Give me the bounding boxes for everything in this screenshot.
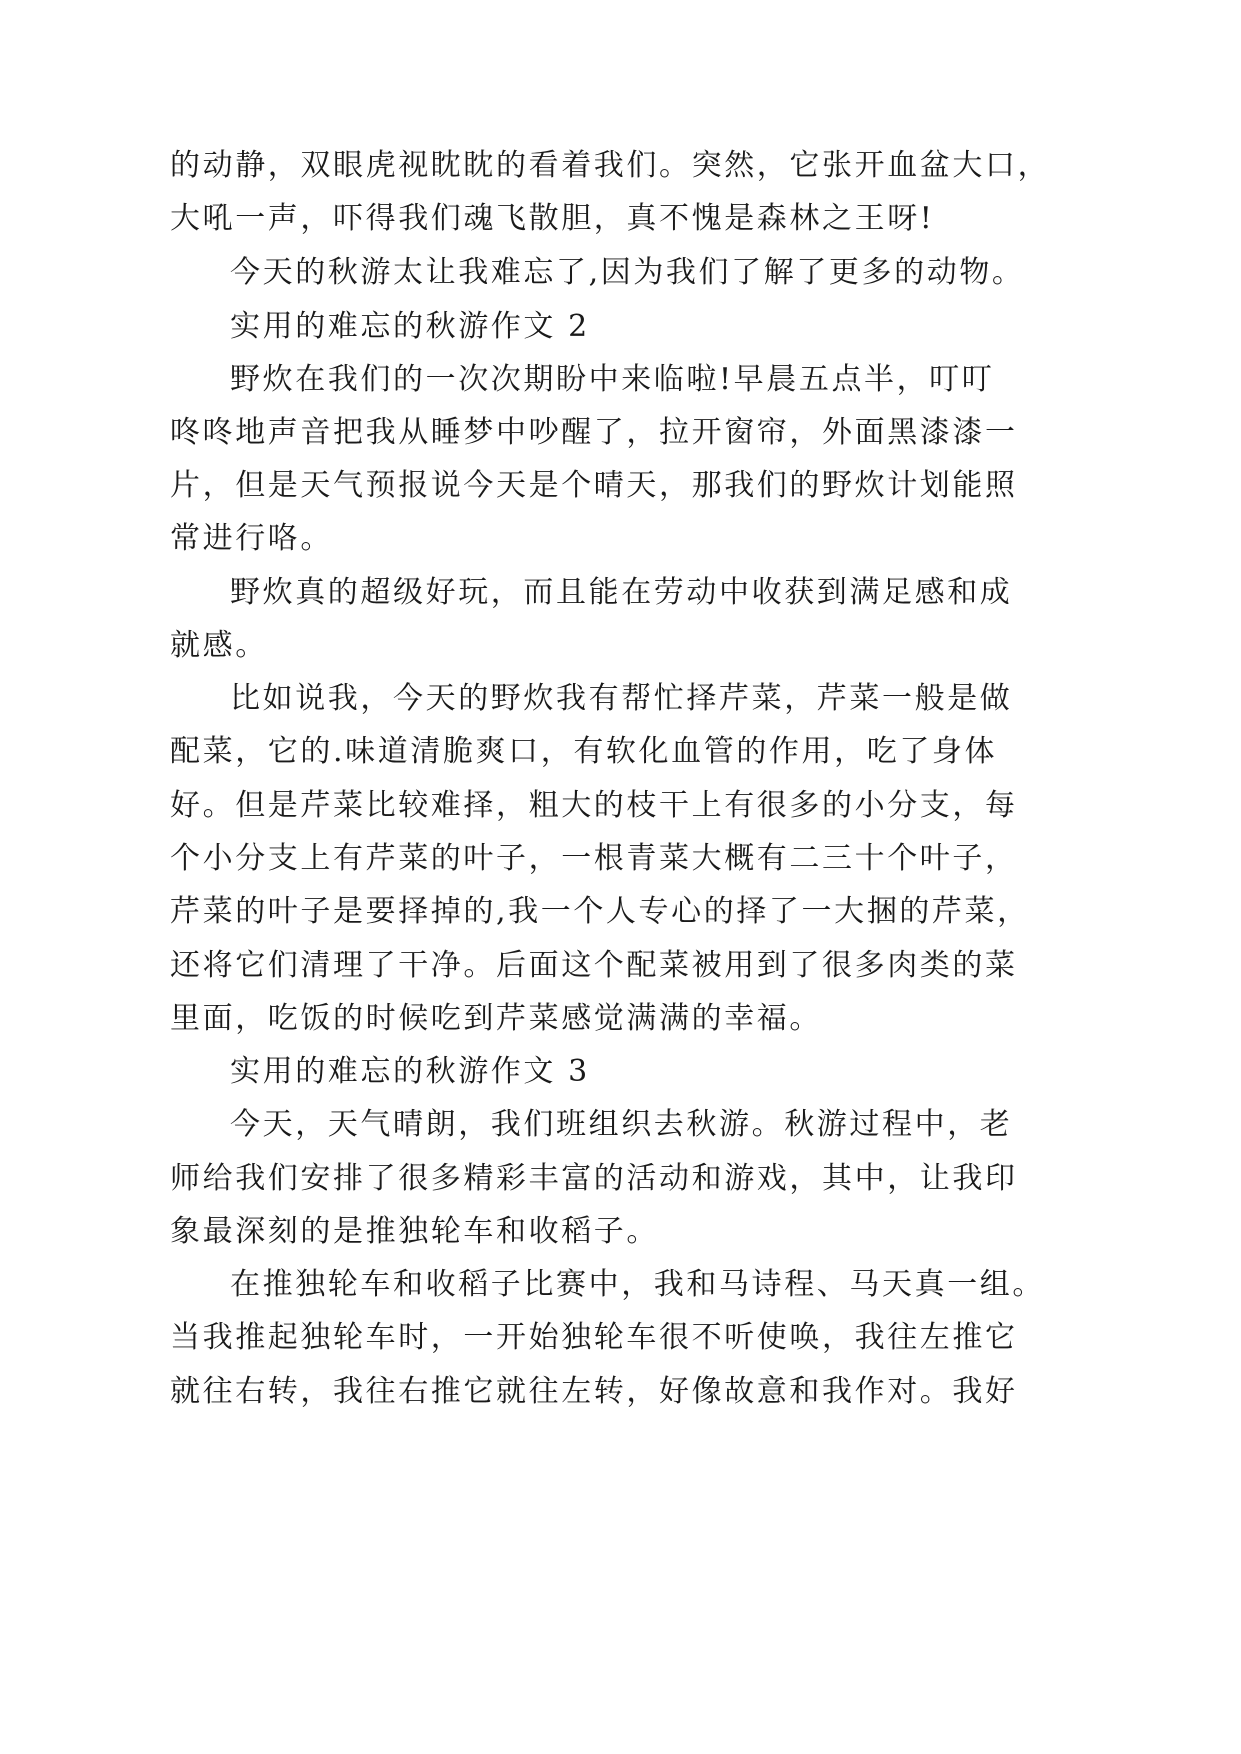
text-line: 师给我们安排了很多精彩丰富的活动和游戏，其中，让我印: [170, 1161, 1018, 1196]
text-line: 今天的秋游太让我难忘了,因为我们了解了更多的动物。: [230, 255, 1025, 290]
text-line: 大吼一声，吓得我们魂飞散胆，真不愧是森林之王呀!: [170, 201, 935, 236]
text-line: 在推独轮车和收稻子比赛中，我和马诗程、马天真一组。: [230, 1267, 1045, 1302]
section-heading: 实用的难忘的秋游作文 3: [230, 1054, 590, 1089]
text-line: 里面，吃饭的时候吃到芹菜感觉满满的幸福。: [170, 1001, 822, 1036]
text-line: 今天，天气晴朗，我们班组织去秋游。秋游过程中，老: [230, 1107, 1013, 1142]
text-line: 常进行咯。: [170, 521, 333, 556]
text-line: 配菜，它的.味道清脆爽口，有软化血管的作用，吃了身体: [170, 734, 998, 769]
text-line: 野炊在我们的一次次期盼中来临啦!早晨五点半，叮叮: [230, 362, 995, 397]
text-line: 就感。: [170, 628, 268, 663]
text-line: 咚咚地声音把我从睡梦中吵醒了，拉开窗帘，外面黑漆漆一: [170, 415, 1018, 450]
text-line: 就往右转，我往右推它就往左转，好像故意和我作对。我好: [170, 1374, 1018, 1409]
text-line: 当我推起独轮车时，一开始独轮车很不听使唤，我往左推它: [170, 1320, 1018, 1355]
text-line: 象最深刻的是推独轮车和收稻子。: [170, 1214, 659, 1249]
text-line: 个小分支上有芹菜的叶子，一根青菜大概有二三十个叶子，: [170, 841, 1018, 876]
section-heading: 实用的难忘的秋游作文 2: [230, 309, 590, 344]
text-line: 片，但是天气预报说今天是个晴天，那我们的野炊计划能照: [170, 468, 1018, 503]
text-line: 还将它们清理了干净。后面这个配菜被用到了很多肉类的菜: [170, 948, 1018, 983]
text-line: 比如说我，今天的野炊我有帮忙择芹菜，芹菜一般是做: [230, 681, 1013, 716]
text-line: 好。但是芹菜比较难择，粗大的枝干上有很多的小分支，每: [170, 788, 1018, 823]
text-line: 的动静，双眼虎视眈眈的看着我们。突然，它张开血盆大口，: [170, 148, 1051, 183]
text-line: 野炊真的超级好玩，而且能在劳动中收获到满足感和成: [230, 575, 1013, 610]
text-line: 芹菜的叶子是要择掉的,我一个人专心的择了一大捆的芹菜，: [170, 894, 1030, 929]
